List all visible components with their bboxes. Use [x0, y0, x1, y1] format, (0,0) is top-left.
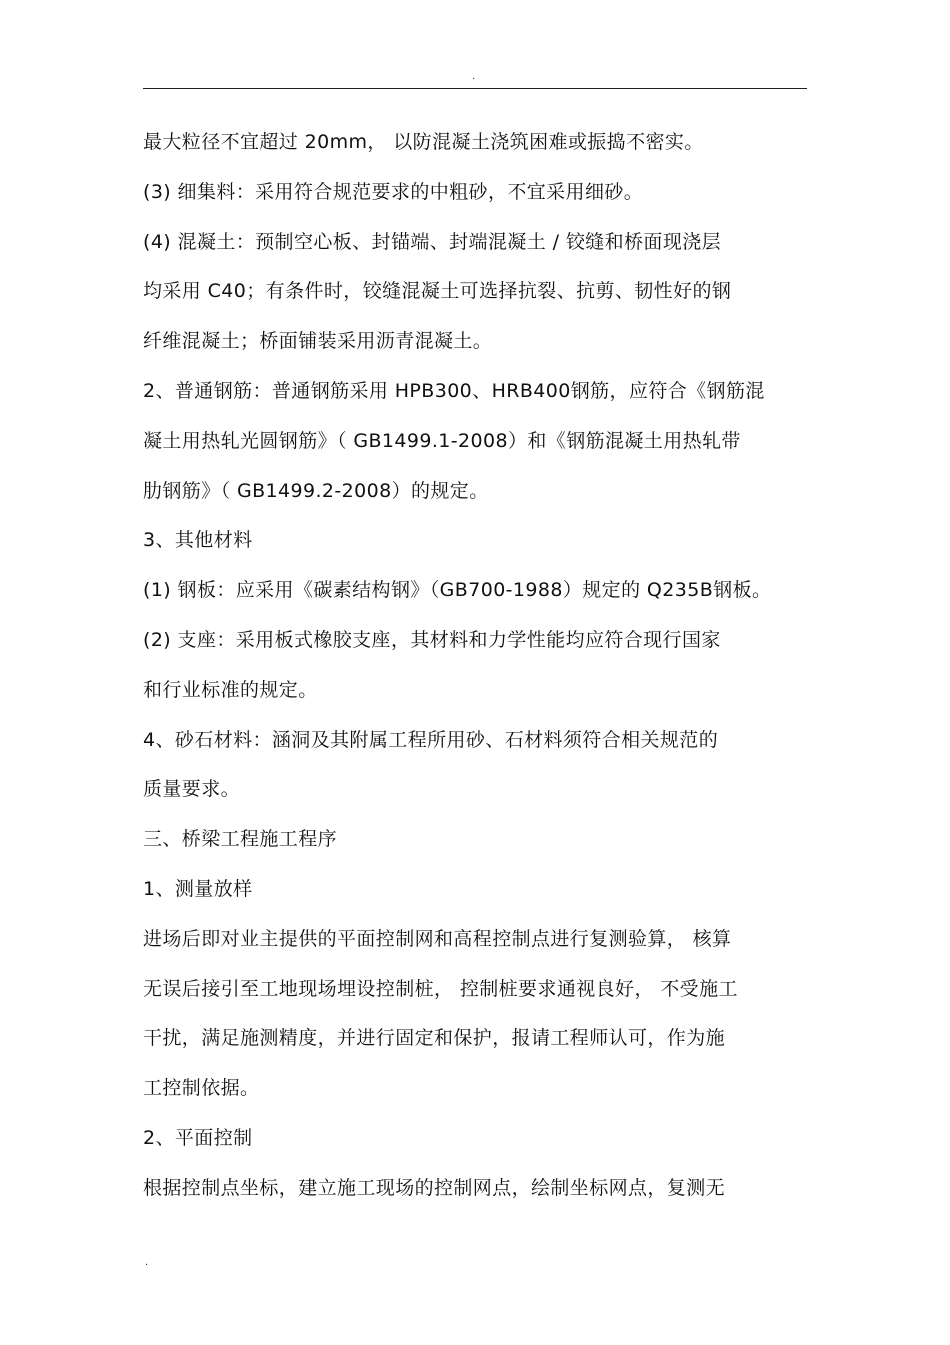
text-line: 最大粒径不宜超过 20mm， 以防混凝土浇筑困难或振捣不密实。 [143, 131, 704, 153]
document-body [143, 120, 807, 1216]
subsection-heading: 1、测量放样 [143, 877, 253, 900]
text-line: 质量要求。 [143, 778, 241, 801]
text-line: (4) 混凝土：预制空心板、封锚端、封端混凝土 / 铰缝和桥面现浇层 [143, 230, 722, 253]
text-line: 肋钢筋》（ GB1499.2-2008）的规定。 [143, 479, 489, 502]
text-line: 干扰，满足施测精度，并进行固定和保护，报请工程师认可，作为施 [143, 1027, 726, 1050]
header-marker: . [472, 71, 476, 82]
text-line: 和行业标准的规定。 [143, 678, 318, 701]
text-line: 无误后接引至工地现场埋设控制桩， 控制桩要求通视良好， 不受施工 [143, 977, 738, 1000]
header-rule [143, 88, 807, 89]
text-line: 进场后即对业主提供的平面控制网和高程控制点进行复测验算， 核算 [143, 927, 732, 950]
section-heading: 三、桥梁工程施工程序 [143, 828, 338, 851]
text-line: (3) 细集料：采用符合规范要求的中粗砂，不宜采用细砂。 [143, 180, 644, 203]
text-line: (2) 支座：采用板式橡胶支座，其材料和力学性能均应符合现行国家 [143, 628, 721, 651]
text-line: 凝土用热轧光圆钢筋》（ GB1499.1-2008）和《钢筋混凝土用热轧带 [143, 429, 741, 452]
text-line: (1) 钢板：应采用《碳素结构钢》（GB700-1988）规定的 Q235B钢板。 [143, 579, 772, 602]
footer-marker: . [145, 1257, 149, 1268]
text-line: 4、砂石材料：涵洞及其附属工程所用砂、石材料须符合相关规范的 [143, 728, 719, 751]
text-line: 均采用 C40；有条件时，铰缝混凝土可选择抗裂、抗剪、韧性好的钢 [143, 280, 732, 303]
section-heading: 3、其他材料 [143, 529, 253, 552]
text-line: 2、普通钢筋：普通钢筋采用 HPB300、HRB400钢筋，应符合《钢筋混 [143, 379, 765, 402]
text-line: 工控制依据。 [143, 1077, 260, 1100]
subsection-heading: 2、平面控制 [143, 1126, 253, 1149]
text-line: 纤维混凝土；桥面铺装采用沥青混凝土。 [143, 330, 493, 353]
text-line: 根据控制点坐标，建立施工现场的控制网点，绘制坐标网点，复测无 [143, 1176, 726, 1199]
